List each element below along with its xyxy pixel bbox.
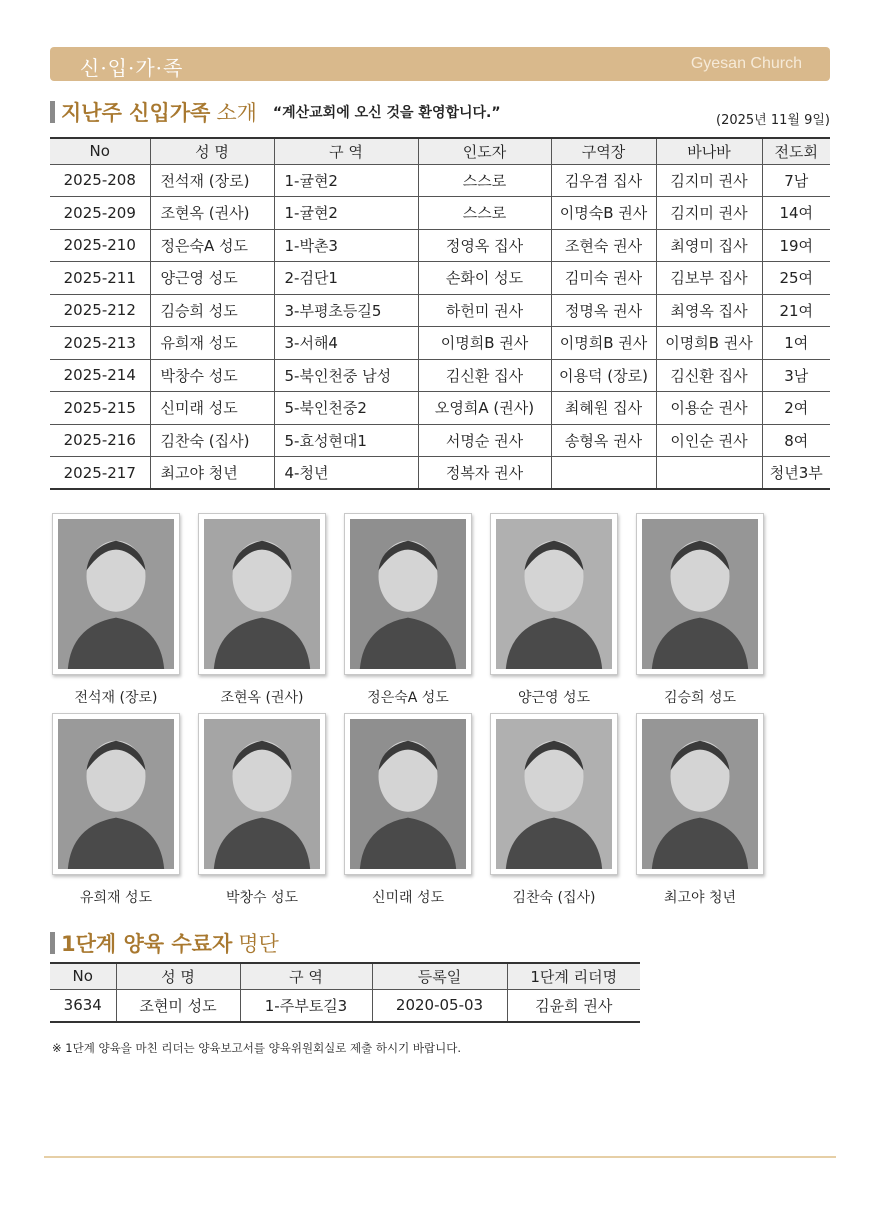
table-cell: 5-북인천중 남성 [274,359,418,392]
section-title: 1단계 양육 수료자 [61,932,233,956]
table-cell: 정은숙A 성도 [150,229,274,262]
photo-frame [344,713,472,875]
column-header: 바나바 [656,138,762,164]
table-cell: 19여 [762,229,830,262]
table-cell: 정영옥 집사 [418,229,551,262]
new-family-table [50,137,830,490]
banner-title: 신·입·가·족 [80,56,184,80]
footnote: ※ 1단계 양육을 마친 리더는 양육보고서를 양육위원회실로 제출 하시기 바랍니다. [52,1041,461,1055]
photo-caption: 전석재 (장로) [74,690,158,706]
footer-divider [44,1156,836,1158]
table-cell: 3남 [762,359,830,392]
table-cell: 2025-213 [50,327,150,360]
photo-caption: 김찬숙 (집사) [512,890,596,906]
table-cell: 조현옥 (권사) [150,197,274,230]
table-cell: 1-주부토길3 [240,989,372,1022]
table-cell: 8여 [762,424,830,457]
table-cell: 1여 [762,327,830,360]
table-row [50,197,830,230]
photo-caption: 조현옥 (권사) [220,690,304,706]
table-cell: 조현숙 권사 [551,229,656,262]
person-photo-icon [204,519,320,669]
table-cell: 손화이 성도 [418,262,551,295]
photo-caption: 박창수 성도 [225,890,299,906]
heading-bar [50,932,55,954]
table-cell: 이용순 권사 [656,392,762,425]
table-cell: 이명희B 권사 [418,327,551,360]
photo-card [344,513,490,713]
photo-frame [490,713,618,875]
photo-card [198,713,344,913]
table-cell: 김찬숙 (집사) [150,424,274,457]
table-header-row [50,138,830,164]
photo-card [490,713,636,913]
column-header: No [50,963,116,989]
column-header: 전도회 [762,138,830,164]
table-cell: 스스로 [418,197,551,230]
photo-caption: 유희재 성도 [79,890,153,906]
table-row [50,294,830,327]
section-new-family-heading [50,97,501,127]
column-header: 1단계 리더명 [507,963,640,989]
table-cell: 김신환 집사 [418,359,551,392]
photo-frame [636,513,764,675]
table-cell: 최혜원 집사 [551,392,656,425]
person-photo-icon [496,719,612,869]
table-cell: 조현미 성도 [116,989,240,1022]
table-cell: 2025-208 [50,164,150,197]
section-subtitle: 명단 [238,932,279,956]
table-cell: 송형옥 권사 [551,424,656,457]
person-photo-icon [496,519,612,669]
photo-caption: 최고야 청년 [663,890,737,906]
photo-frame [52,713,180,875]
person-photo-icon [58,519,174,669]
photo-card [198,513,344,713]
table-cell: 하헌미 권사 [418,294,551,327]
photo-gallery [52,513,792,913]
table-cell: 김윤희 권사 [507,989,640,1022]
table-cell: 신미래 성도 [150,392,274,425]
photo-caption: 신미래 성도 [371,890,445,906]
table-cell: 14여 [762,197,830,230]
table-cell: 유희재 성도 [150,327,274,360]
person-photo-icon [642,519,758,669]
table-cell: 21여 [762,294,830,327]
table-row [50,457,830,490]
table-cell: 2020-05-03 [372,989,507,1022]
table-cell: 1-귤현2 [274,197,418,230]
table-cell: 최영미 집사 [656,229,762,262]
table-cell [551,457,656,490]
column-header: 인도자 [418,138,551,164]
column-header: 성 명 [150,138,274,164]
photo-card [52,513,198,713]
table-cell: 2025-210 [50,229,150,262]
table-cell: 2025-211 [50,262,150,295]
table-cell: 2025-215 [50,392,150,425]
table-cell: 스스로 [418,164,551,197]
section-training-heading [50,928,279,958]
photo-card [344,713,490,913]
table-cell: 오영희A (권사) [418,392,551,425]
table-cell: 이명숙B 권사 [551,197,656,230]
table-cell: 5-북인천중2 [274,392,418,425]
table-cell: 이용덕 (장로) [551,359,656,392]
person-photo-icon [350,519,466,669]
table-cell: 김승희 성도 [150,294,274,327]
report-date: (2025년 11월 9일) [716,113,830,128]
table-cell: 3-부평초등길5 [274,294,418,327]
table-cell: 김지미 권사 [656,164,762,197]
table-cell: 정복자 권사 [418,457,551,490]
table-row [50,164,830,197]
table-cell [656,457,762,490]
table-cell: 2025-212 [50,294,150,327]
photo-frame [52,513,180,675]
section-title: 지난주 신입가족 [61,101,211,125]
table-cell: 이명희B 권사 [656,327,762,360]
photo-row [52,513,792,713]
header-banner [50,47,830,81]
table-cell: 이명희B 권사 [551,327,656,360]
table-cell: 5-효성현대1 [274,424,418,457]
table-cell: 1-귤현2 [274,164,418,197]
table-row [50,359,830,392]
photo-card [636,713,782,913]
table-cell: 2-검단1 [274,262,418,295]
table-cell: 김미숙 권사 [551,262,656,295]
column-header: 구역장 [551,138,656,164]
person-photo-icon [58,719,174,869]
photo-card [636,513,782,713]
table-cell: 김신환 집사 [656,359,762,392]
column-header: No [50,138,150,164]
table-header-row [50,963,640,989]
table-cell: 3634 [50,989,116,1022]
photo-row [52,713,792,913]
column-header: 성 명 [116,963,240,989]
table-cell: 김지미 권사 [656,197,762,230]
photo-frame [198,513,326,675]
church-name: Gyesan Church [690,55,802,72]
table-cell: 박창수 성도 [150,359,274,392]
table-cell: 2025-216 [50,424,150,457]
column-header: 등록일 [372,963,507,989]
table-cell: 2여 [762,392,830,425]
table-cell: 7남 [762,164,830,197]
table-row [50,229,830,262]
table-cell: 25여 [762,262,830,295]
person-photo-icon [204,719,320,869]
table-cell: 4-청년 [274,457,418,490]
photo-caption: 김승희 성도 [663,690,737,706]
table-row [50,424,830,457]
table-cell: 3-서해4 [274,327,418,360]
table-cell: 김우겸 집사 [551,164,656,197]
section-subtitle: 소개 [216,101,257,125]
table-cell: 최영옥 집사 [656,294,762,327]
training-table [50,962,640,1023]
table-cell: 양근영 성도 [150,262,274,295]
photo-caption: 정은숙A 성도 [367,690,449,706]
person-photo-icon [642,719,758,869]
photo-frame [344,513,472,675]
photo-frame [490,513,618,675]
welcome-quote: “계산교회에 오신 것을 환영합니다.” [272,105,501,121]
photo-card [490,513,636,713]
photo-caption: 양근영 성도 [517,690,591,706]
table-cell: 최고야 청년 [150,457,274,490]
table-cell: 청년3부 [762,457,830,490]
table-row [50,989,640,1022]
table-row [50,262,830,295]
photo-frame [198,713,326,875]
table-cell: 정명옥 권사 [551,294,656,327]
table-cell: 전석재 (장로) [150,164,274,197]
table-row [50,392,830,425]
table-cell: 이인순 권사 [656,424,762,457]
heading-bar [50,101,55,123]
table-cell: 서명순 권사 [418,424,551,457]
table-cell: 김보부 집사 [656,262,762,295]
photo-frame [636,713,764,875]
column-header: 구 역 [274,138,418,164]
column-header: 구 역 [240,963,372,989]
person-photo-icon [350,719,466,869]
table-cell: 2025-217 [50,457,150,490]
table-cell: 2025-209 [50,197,150,230]
table-row [50,327,830,360]
table-cell: 1-박촌3 [274,229,418,262]
table-cell: 2025-214 [50,359,150,392]
photo-card [52,713,198,913]
